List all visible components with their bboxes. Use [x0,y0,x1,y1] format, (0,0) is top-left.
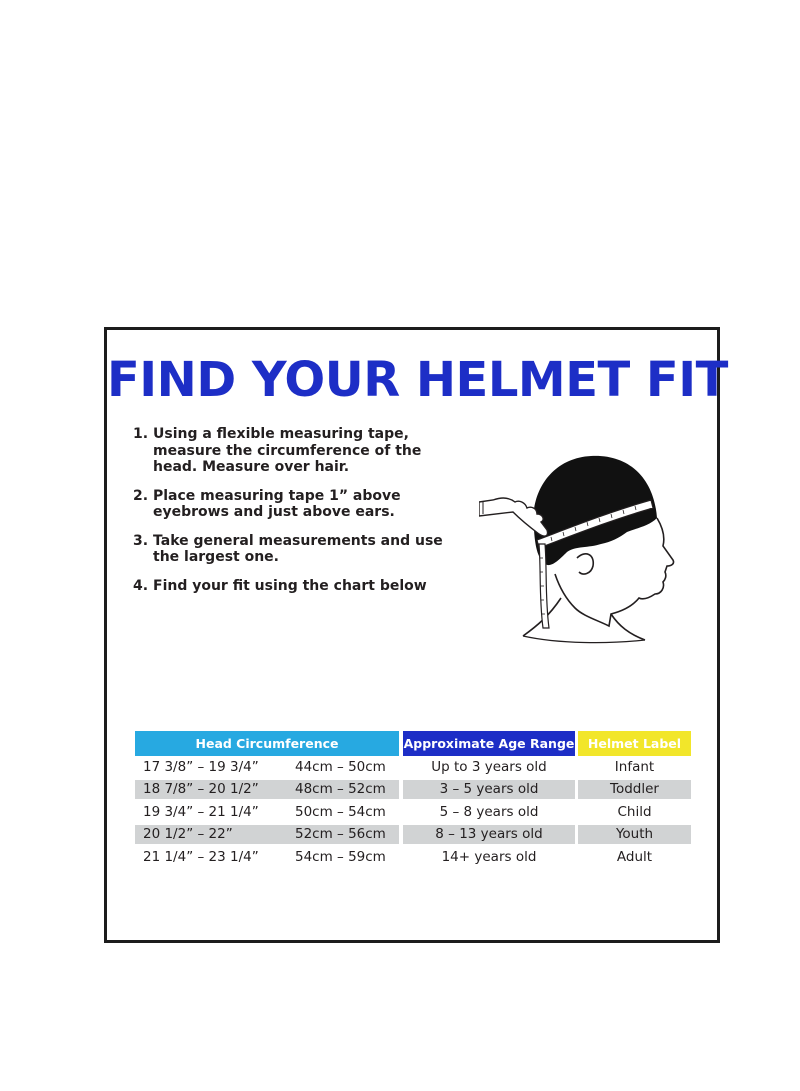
table-row [135,825,691,847]
label-cell: Child [617,803,652,820]
helmet-label-header: Helmet Label [578,731,691,756]
instruction-step [133,488,463,521]
cm-cell: 54cm – 59cm [295,848,386,865]
step-text: Take general measurements and use the largest one. [153,532,443,565]
page-title: FIND YOUR HELMET FIT [107,352,728,408]
age-cell: 8 – 13 years old [435,826,543,842]
step-text: Place measuring tape 1” above eyebrows and just above ears. [153,487,401,520]
head-circumference-header: Head Circumference [135,731,399,756]
label-cell: Youth [615,826,654,842]
age-range-header: Approximate Age Range [403,731,575,756]
step-text: Find your fit using the chart below [153,577,427,594]
head-measuring-tape-icon [479,448,679,644]
step-number: 4. [133,577,149,594]
age-cell: 3 – 5 years old [439,781,539,797]
inches-cell: 17 3/8” – 19 3/4” [143,758,259,775]
label-cell: Infant [614,758,655,775]
cm-cell: 44cm – 50cm [295,758,386,775]
age-cell: Up to 3 years old [431,758,547,775]
inches-cell: 19 3/4” – 21 1/4” [143,803,259,820]
table-row [135,848,691,870]
table-row [135,780,691,802]
table-row [135,758,691,780]
instructions-list [133,426,463,606]
instruction-step [133,578,463,595]
step-number: 3. [133,532,149,549]
age-cell: 14+ years old [441,848,537,865]
step-number: 1. [133,426,149,442]
cm-cell: 52cm – 56cm [295,826,386,842]
inches-cell: 21 1/4” – 23 1/4” [143,848,259,865]
size-chart [135,731,691,870]
step-number: 2. [133,487,149,504]
instruction-step [133,426,463,476]
cm-cell: 48cm – 52cm [295,781,386,797]
cm-cell: 50cm – 54cm [295,803,386,820]
inches-cell: 18 7/8” – 20 1/2” [143,781,259,797]
age-cell: 5 – 8 years old [439,803,539,820]
helmet-fit-card [104,327,728,943]
label-cell: Adult [616,848,653,865]
inches-cell: 20 1/2” – 22” [143,826,233,842]
instruction-step [133,533,463,566]
size-chart-header [135,731,691,757]
table-row [135,803,691,825]
step-text: Using a flexible measuring tape, measure the circumference of the head. Measure over hair. [153,426,422,475]
label-cell: Toddler [610,781,659,797]
